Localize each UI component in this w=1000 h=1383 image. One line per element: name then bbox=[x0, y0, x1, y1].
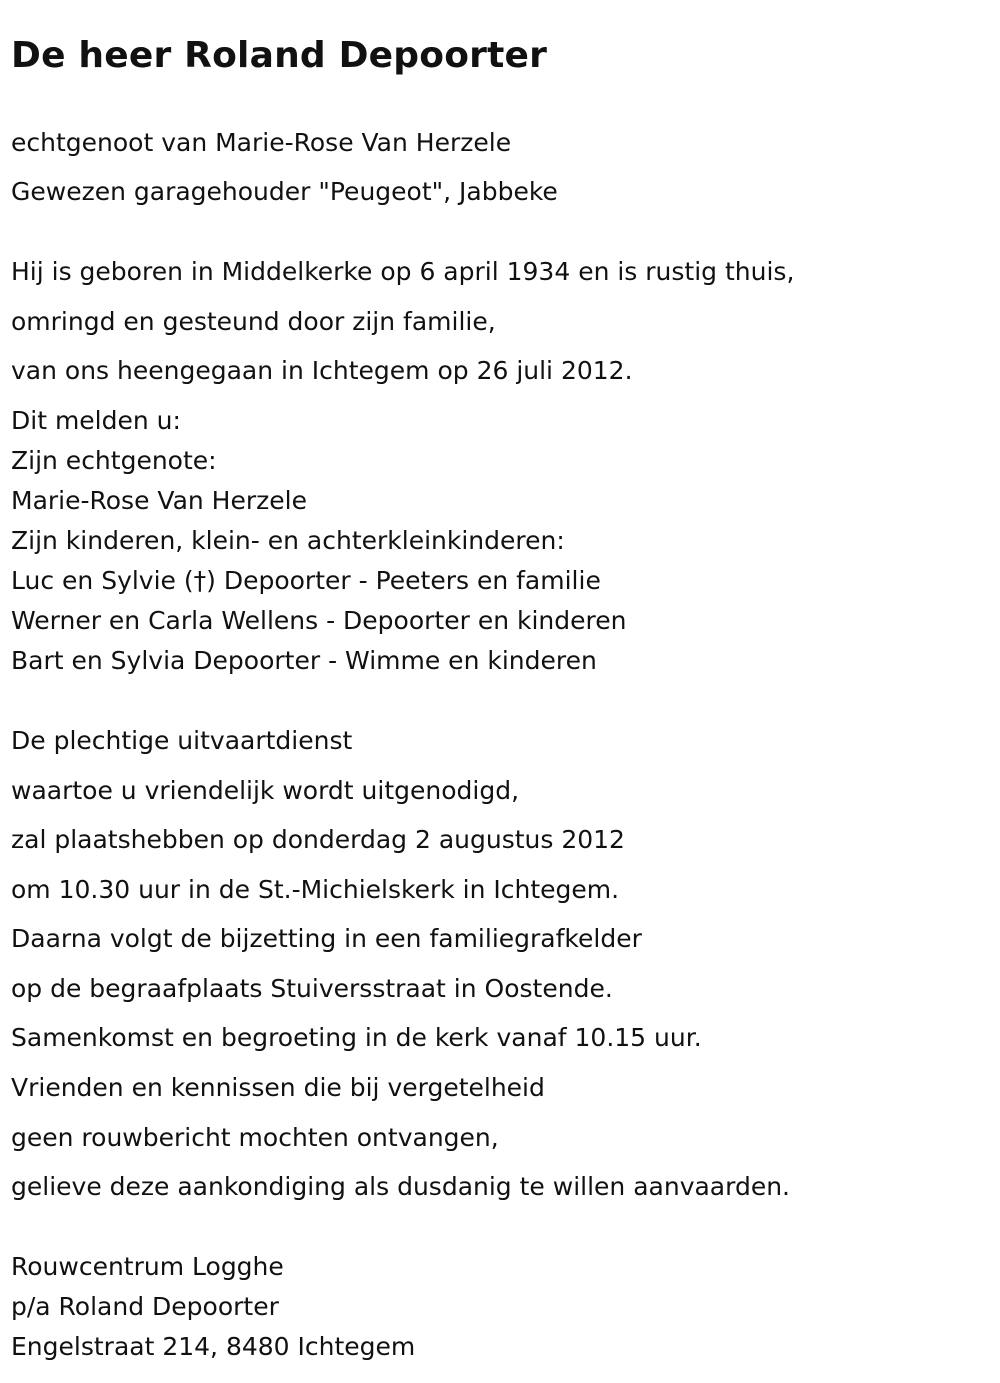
birth-death-line: omringd en gesteund door zijn familie, bbox=[11, 307, 496, 336]
spouse-line: echtgenoot van Marie-Rose Van Herzele bbox=[11, 128, 512, 157]
funeral-line: om 10.30 uur in de St.-Michielskerk in Ichtegem. bbox=[11, 875, 620, 904]
family-line: Dit melden u: bbox=[11, 406, 181, 435]
funeral-line: Samenkomst en begroeting in de kerk vanaf 10.15 uur. bbox=[11, 1023, 702, 1052]
funeral-line: gelieve deze aankondiging als dusdanig te willen aanvaarden. bbox=[11, 1172, 791, 1201]
deceased-name-heading: De heer Roland Depoorter bbox=[11, 35, 548, 76]
funeral-line: geen rouwbericht mochten ontvangen, bbox=[11, 1123, 499, 1152]
family-line: Zijn echtgenote: bbox=[11, 446, 217, 475]
birth-death-line: van ons heengegaan in Ichtegem op 26 juli 2012. bbox=[11, 356, 633, 385]
address-line: Rouwcentrum Logghe bbox=[11, 1252, 284, 1281]
address-line: p/a Roland Depoorter bbox=[11, 1292, 279, 1321]
funeral-line: Daarna volgt de bijzetting in een familiegrafkelder bbox=[11, 924, 642, 953]
funeral-line: zal plaatshebben op donderdag 2 augustus 2012 bbox=[11, 825, 625, 854]
address-line: Engelstraat 214, 8480 Ichtegem bbox=[11, 1332, 416, 1361]
funeral-line: op de begraafplaats Stuiversstraat in Oostende. bbox=[11, 974, 613, 1003]
family-line: Bart en Sylvia Depoorter - Wimme en kinderen bbox=[11, 646, 597, 675]
funeral-line: De plechtige uitvaartdienst bbox=[11, 726, 353, 755]
funeral-line: Vrienden en kennissen die bij vergetelheid bbox=[11, 1073, 545, 1102]
family-line: Luc en Sylvie (†) Depoorter - Peeters en familie bbox=[11, 566, 601, 595]
funeral-line: waartoe u vriendelijk wordt uitgenodigd, bbox=[11, 776, 520, 805]
family-line: Zijn kinderen, klein- en achterkleinkinderen: bbox=[11, 526, 565, 555]
birth-death-line: Hij is geboren in Middelkerke op 6 april 1934 en is rustig thuis, bbox=[11, 257, 795, 286]
occupation-line: Gewezen garagehouder "Peugeot", Jabbeke bbox=[11, 177, 558, 206]
family-line: Marie-Rose Van Herzele bbox=[11, 486, 307, 515]
family-line: Werner en Carla Wellens - Depoorter en kinderen bbox=[11, 606, 627, 635]
